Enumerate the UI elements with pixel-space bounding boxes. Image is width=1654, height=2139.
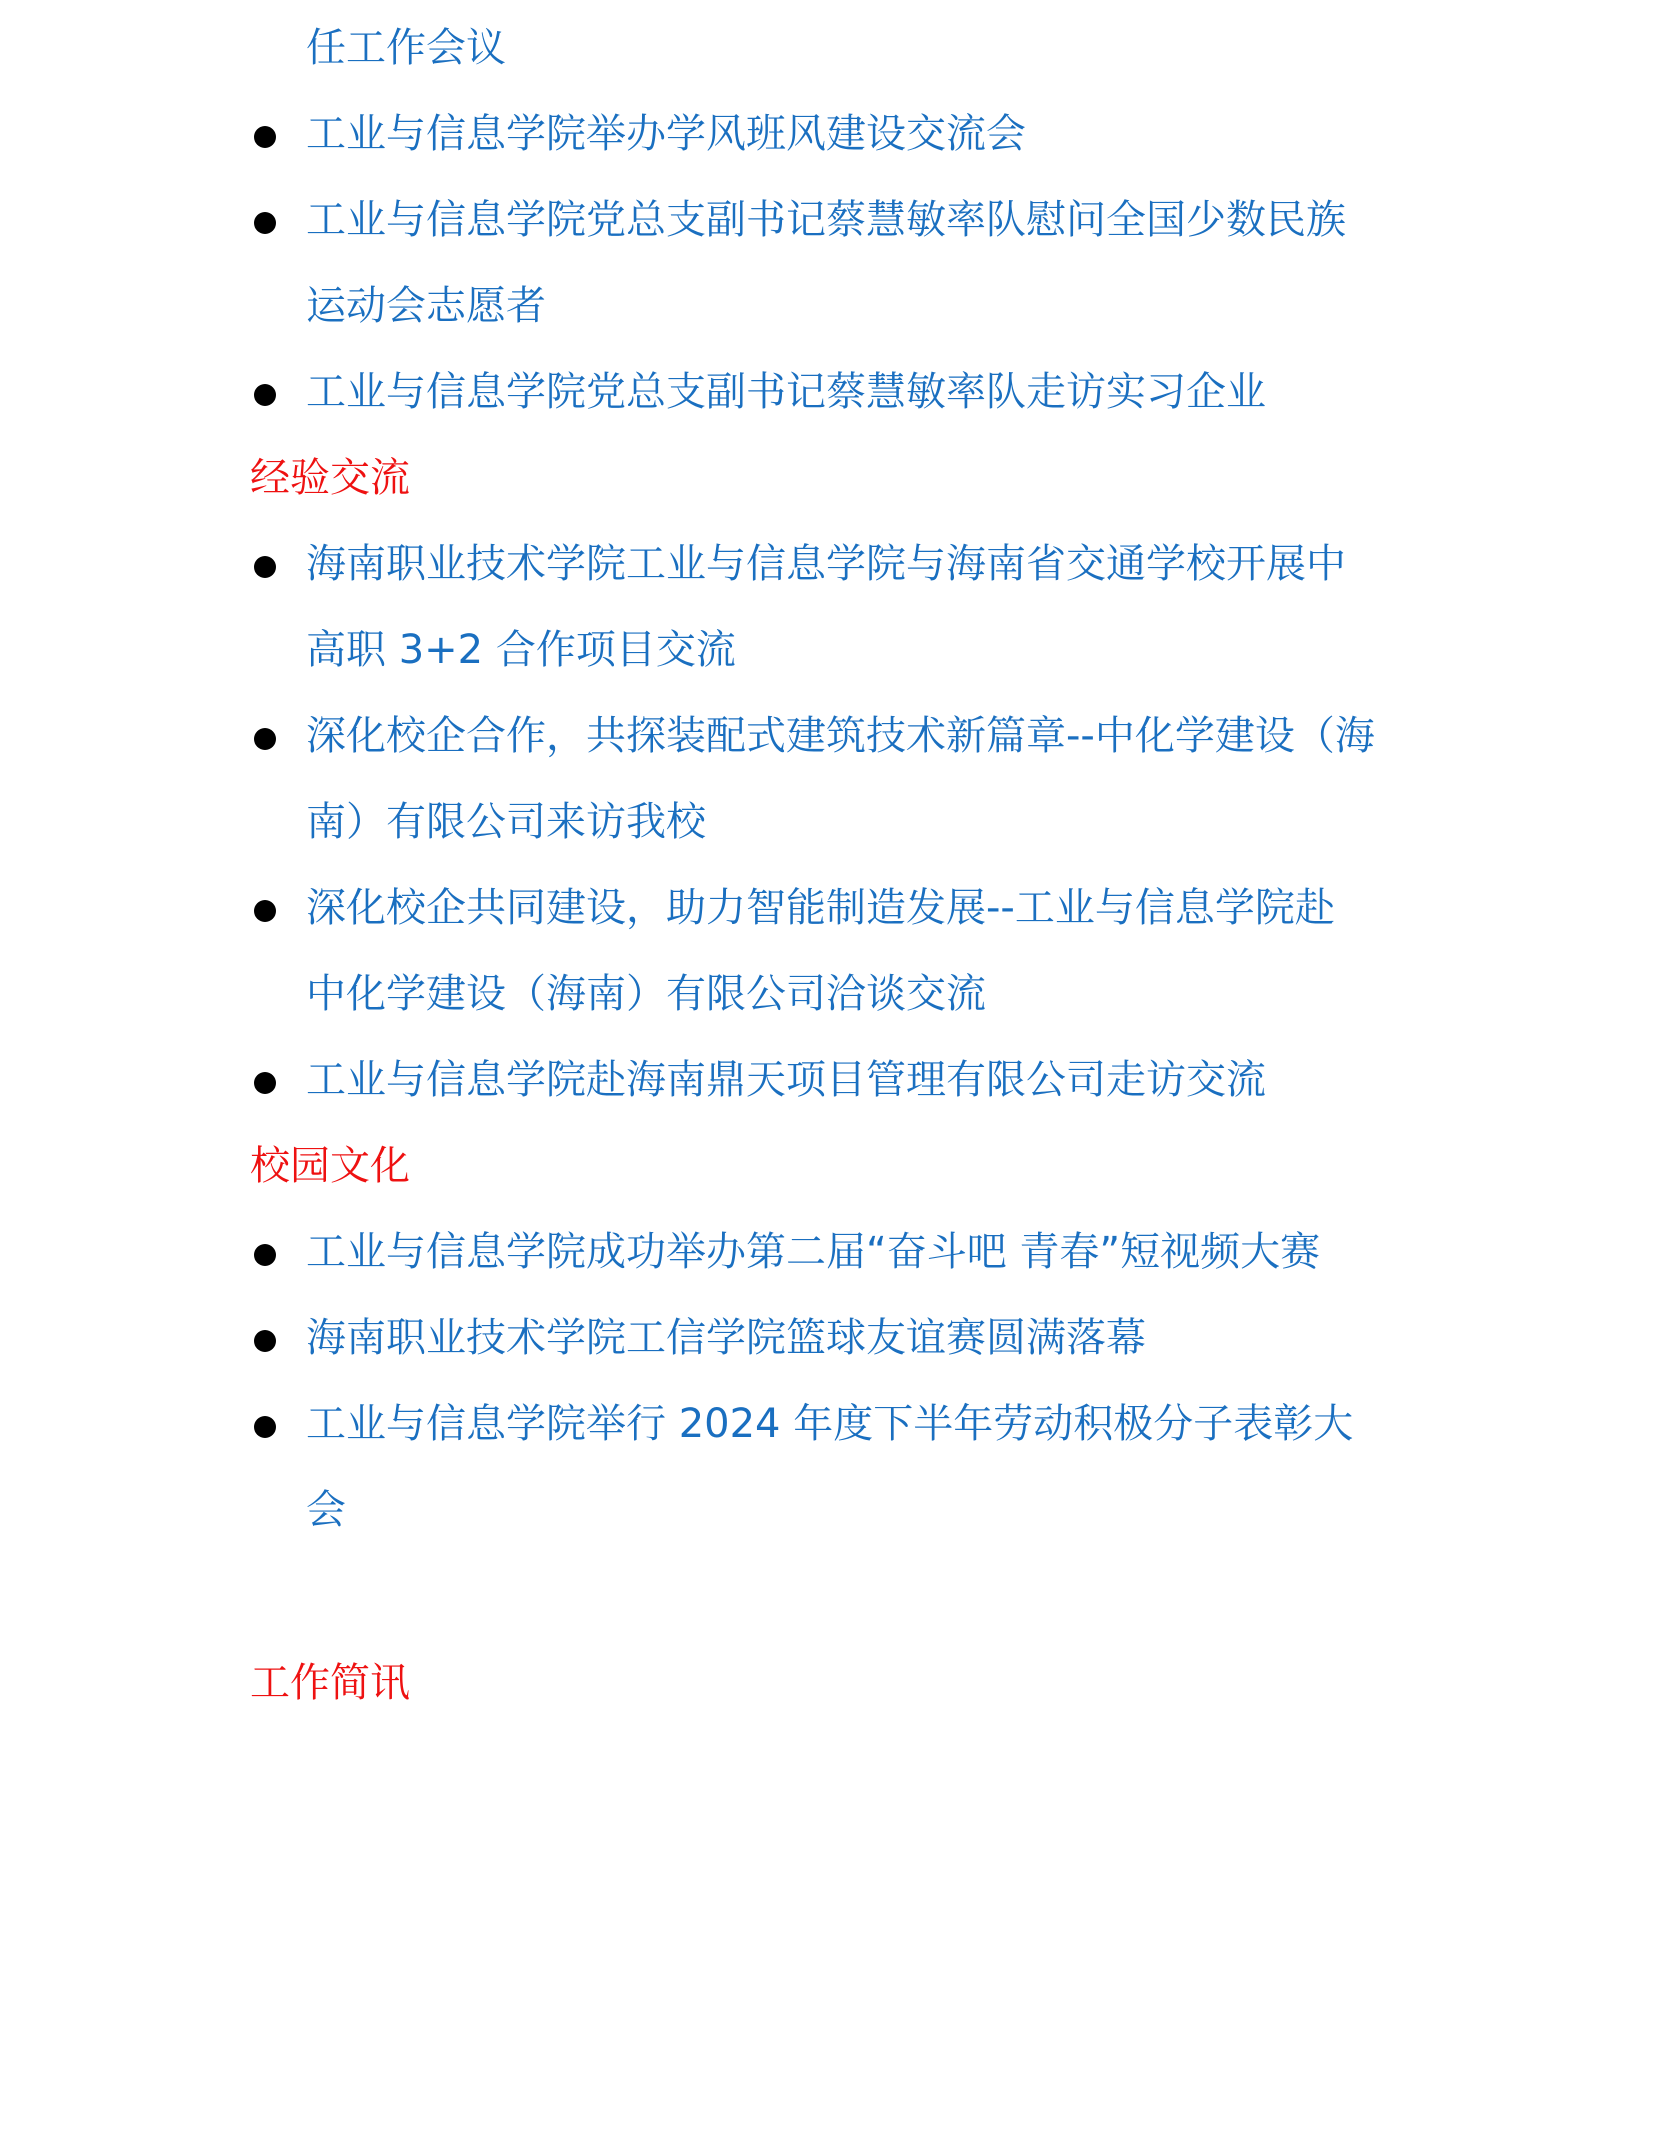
list-item-line[interactable]: 工业与信息学院赴海南鼎天项目管理有限公司走访交流 — [306, 1057, 1266, 1103]
bullet-icon — [254, 900, 276, 922]
list-item[interactable] — [250, 865, 1410, 1037]
list-item-line[interactable]: 工业与信息学院党总支副书记蔡慧敏率队慰问全国少数民族 — [306, 197, 1346, 243]
list-item[interactable] — [250, 1295, 1410, 1381]
list-item-line[interactable]: 深化校企共同建设，助力智能制造发展--工业与信息学院赴 — [306, 885, 1335, 931]
list-item-line[interactable]: 高职 3+2 合作项目交流 — [306, 627, 736, 673]
list-item[interactable] — [250, 1209, 1410, 1295]
list-item[interactable] — [250, 521, 1410, 693]
bullet-icon — [254, 1330, 276, 1352]
list-item[interactable] — [250, 1037, 1410, 1123]
section-heading-work: 工作简讯 — [250, 1660, 410, 1706]
list-item[interactable] — [250, 91, 1410, 177]
list-item[interactable] — [250, 177, 1410, 349]
section-experience — [250, 435, 1410, 1123]
section-prev-list — [250, 91, 1410, 435]
list-item-continuation[interactable] — [250, 5, 1410, 91]
list-item[interactable] — [250, 1381, 1410, 1553]
list-item[interactable] — [250, 693, 1410, 865]
bullet-icon — [254, 1072, 276, 1094]
list-item-text[interactable]: 任工作会议 — [306, 25, 506, 71]
bullet-icon — [254, 1416, 276, 1438]
list-item-line[interactable]: 海南职业技术学院工业与信息学院与海南省交通学校开展中 — [306, 541, 1346, 587]
bullet-icon — [254, 556, 276, 578]
list-item-line[interactable]: 海南职业技术学院工信学院篮球友谊赛圆满落幕 — [306, 1315, 1146, 1361]
bullet-icon — [254, 212, 276, 234]
list-item-line[interactable]: 工业与信息学院成功举办第二届“奋斗吧 青春”短视频大赛 — [306, 1229, 1321, 1275]
section-heading-campus: 校园文化 — [250, 1143, 410, 1189]
bullet-icon — [254, 1244, 276, 1266]
list-item-line[interactable]: 会 — [306, 1487, 346, 1533]
list-item-line[interactable]: 工业与信息学院党总支副书记蔡慧敏率队走访实习企业 — [306, 369, 1266, 415]
bullet-icon — [254, 728, 276, 750]
list-item-line[interactable]: 运动会志愿者 — [306, 283, 546, 329]
list-item-line[interactable]: 中化学建设（海南）有限公司洽谈交流 — [306, 971, 986, 1017]
list-item-line[interactable]: 工业与信息学院举办学风班风建设交流会 — [306, 111, 1026, 157]
bullet-icon — [254, 384, 276, 406]
list-item-line[interactable]: 南）有限公司来访我校 — [306, 799, 706, 845]
list-item-line[interactable]: 深化校企合作，共探装配式建筑技术新篇章--中化学建设（海 — [306, 713, 1375, 759]
section-heading-experience: 经验交流 — [250, 455, 410, 501]
section-work — [250, 1640, 1410, 1726]
list-item[interactable] — [250, 349, 1410, 435]
section-campus — [250, 1123, 1410, 1553]
top-continuation-block — [250, 5, 1410, 91]
bullet-icon — [254, 126, 276, 148]
list-item-line[interactable]: 工业与信息学院举行 2024 年度下半年劳动积极分子表彰大 — [306, 1401, 1354, 1447]
